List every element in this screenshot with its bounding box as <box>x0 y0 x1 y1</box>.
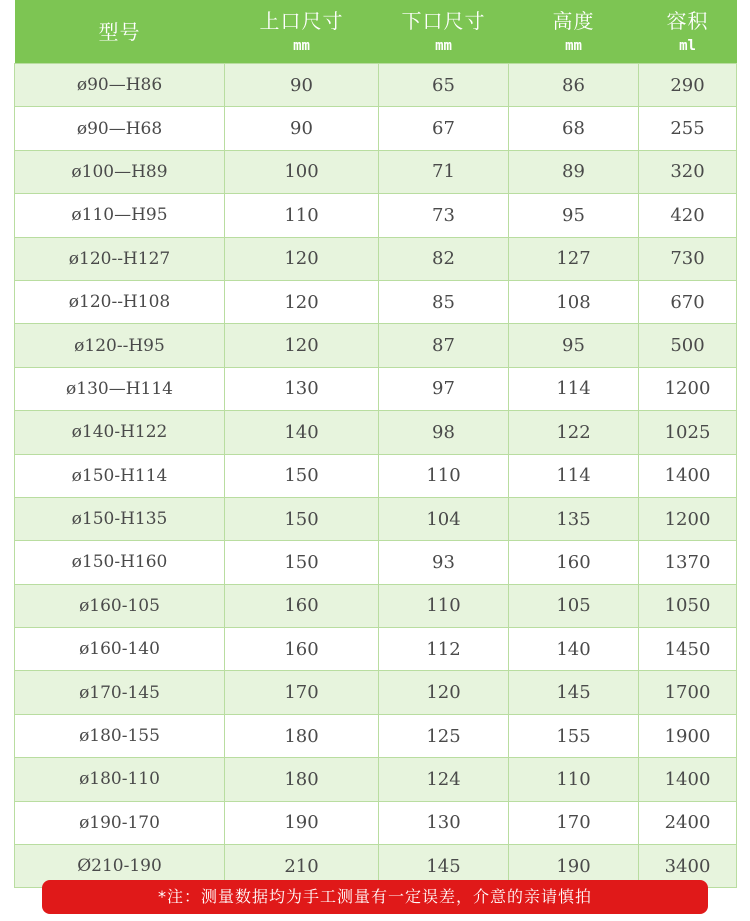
height-cell: 108 <box>509 280 639 323</box>
table-row <box>15 411 737 454</box>
table-row <box>15 107 737 150</box>
table-row <box>15 237 737 280</box>
table-header <box>15 0 737 64</box>
volume-cell: 1400 <box>639 758 737 801</box>
header-title: 型号 <box>98 19 141 44</box>
model-cell: ø150-H135 <box>15 497 225 540</box>
table-row <box>15 194 737 237</box>
table-row <box>15 714 737 757</box>
table-row <box>15 497 737 540</box>
header-title: 容积 <box>666 8 709 33</box>
top-size-cell: 120 <box>225 280 379 323</box>
table-row <box>15 758 737 801</box>
volume-cell: 1450 <box>639 628 737 671</box>
height-cell: 95 <box>509 194 639 237</box>
volume-cell: 420 <box>639 194 737 237</box>
bottom-size-cell: 73 <box>379 194 509 237</box>
top-size-cell: 190 <box>225 801 379 844</box>
volume-cell: 670 <box>639 280 737 323</box>
volume-cell: 3400 <box>639 845 737 888</box>
header-model <box>15 0 225 64</box>
top-size-cell: 90 <box>225 64 379 107</box>
height-cell: 145 <box>509 671 639 714</box>
top-size-cell: 150 <box>225 454 379 497</box>
table-row <box>15 64 737 107</box>
volume-cell: 1700 <box>639 671 737 714</box>
top-size-cell: 180 <box>225 758 379 801</box>
model-cell: ø90—H86 <box>15 64 225 107</box>
top-size-cell: 160 <box>225 628 379 671</box>
height-cell: 68 <box>509 107 639 150</box>
bottom-size-cell: 65 <box>379 64 509 107</box>
bottom-size-cell: 145 <box>379 845 509 888</box>
height-cell: 95 <box>509 324 639 367</box>
bottom-size-cell: 67 <box>379 107 509 150</box>
top-size-cell: 210 <box>225 845 379 888</box>
height-cell: 135 <box>509 497 639 540</box>
model-cell: ø120--H127 <box>15 237 225 280</box>
bottom-size-cell: 97 <box>379 367 509 410</box>
bottom-size-cell: 110 <box>379 454 509 497</box>
top-size-cell: 110 <box>225 194 379 237</box>
bottom-size-cell: 112 <box>379 628 509 671</box>
model-cell: ø100—H89 <box>15 150 225 193</box>
table-body <box>15 64 737 888</box>
table-row <box>15 150 737 193</box>
model-cell: ø150-H160 <box>15 541 225 584</box>
volume-cell: 1370 <box>639 541 737 584</box>
bottom-size-cell: 98 <box>379 411 509 454</box>
bottom-size-cell: 71 <box>379 150 509 193</box>
table-row <box>15 280 737 323</box>
volume-cell: 500 <box>639 324 737 367</box>
volume-cell: 1400 <box>639 454 737 497</box>
top-size-cell: 180 <box>225 714 379 757</box>
model-cell: ø180-110 <box>15 758 225 801</box>
height-cell: 89 <box>509 150 639 193</box>
volume-cell: 1200 <box>639 497 737 540</box>
volume-cell: 1050 <box>639 584 737 627</box>
top-size-cell: 100 <box>225 150 379 193</box>
bottom-size-cell: 93 <box>379 541 509 584</box>
top-size-cell: 140 <box>225 411 379 454</box>
header-unit: ml <box>679 37 696 54</box>
bottom-size-cell: 120 <box>379 671 509 714</box>
model-cell: ø160-140 <box>15 628 225 671</box>
height-cell: 140 <box>509 628 639 671</box>
height-cell: 190 <box>509 845 639 888</box>
top-size-cell: 160 <box>225 584 379 627</box>
model-cell: ø110—H95 <box>15 194 225 237</box>
top-size-cell: 150 <box>225 497 379 540</box>
height-cell: 155 <box>509 714 639 757</box>
table-row <box>15 454 737 497</box>
header-title: 下口尺寸 <box>401 8 486 33</box>
header-title: 上口尺寸 <box>259 8 344 33</box>
model-cell: ø190-170 <box>15 801 225 844</box>
top-size-cell: 120 <box>225 324 379 367</box>
top-size-cell: 90 <box>225 107 379 150</box>
volume-cell: 255 <box>639 107 737 150</box>
table-row <box>15 628 737 671</box>
notice-banner: *注：测量数据均为手工测量有一定误差，介意的亲请慎拍 <box>42 880 708 914</box>
height-cell: 86 <box>509 64 639 107</box>
height-cell: 110 <box>509 758 639 801</box>
model-cell: ø140-H122 <box>15 411 225 454</box>
volume-cell: 1900 <box>639 714 737 757</box>
volume-cell: 1025 <box>639 411 737 454</box>
top-size-cell: 170 <box>225 671 379 714</box>
header-row <box>15 0 737 64</box>
volume-cell: 730 <box>639 237 737 280</box>
model-cell: ø170-145 <box>15 671 225 714</box>
table-row <box>15 324 737 367</box>
bottom-size-cell: 130 <box>379 801 509 844</box>
table-row <box>15 367 737 410</box>
model-cell: ø180-155 <box>15 714 225 757</box>
bottom-size-cell: 87 <box>379 324 509 367</box>
volume-cell: 320 <box>639 150 737 193</box>
header-volume <box>639 0 737 64</box>
header-title: 高度 <box>552 8 595 33</box>
bottom-size-cell: 110 <box>379 584 509 627</box>
top-size-cell: 120 <box>225 237 379 280</box>
height-cell: 105 <box>509 584 639 627</box>
volume-cell: 1200 <box>639 367 737 410</box>
header-height <box>509 0 639 64</box>
height-cell: 170 <box>509 801 639 844</box>
header-top-size <box>225 0 379 64</box>
bottom-size-cell: 124 <box>379 758 509 801</box>
volume-cell: 2400 <box>639 801 737 844</box>
model-cell: ø90—H68 <box>15 107 225 150</box>
header-unit: mm <box>293 37 310 54</box>
volume-cell: 290 <box>639 64 737 107</box>
spec-table <box>14 0 737 888</box>
height-cell: 114 <box>509 367 639 410</box>
height-cell: 114 <box>509 454 639 497</box>
bottom-size-cell: 104 <box>379 497 509 540</box>
bottom-size-cell: 82 <box>379 237 509 280</box>
model-cell: ø120--H108 <box>15 280 225 323</box>
header-unit: mm <box>565 37 582 54</box>
top-size-cell: 130 <box>225 367 379 410</box>
table-row <box>15 541 737 584</box>
table-row <box>15 671 737 714</box>
height-cell: 160 <box>509 541 639 584</box>
model-cell: ø150-H114 <box>15 454 225 497</box>
height-cell: 122 <box>509 411 639 454</box>
table-row <box>15 584 737 627</box>
height-cell: 127 <box>509 237 639 280</box>
model-cell: ø130—H114 <box>15 367 225 410</box>
header-bottom-size <box>379 0 509 64</box>
bottom-size-cell: 125 <box>379 714 509 757</box>
model-cell: ø160-105 <box>15 584 225 627</box>
model-cell: ø120--H95 <box>15 324 225 367</box>
model-cell: Ø210-190 <box>15 845 225 888</box>
top-size-cell: 150 <box>225 541 379 584</box>
header-unit: mm <box>435 37 452 54</box>
table-row <box>15 801 737 844</box>
bottom-size-cell: 85 <box>379 280 509 323</box>
